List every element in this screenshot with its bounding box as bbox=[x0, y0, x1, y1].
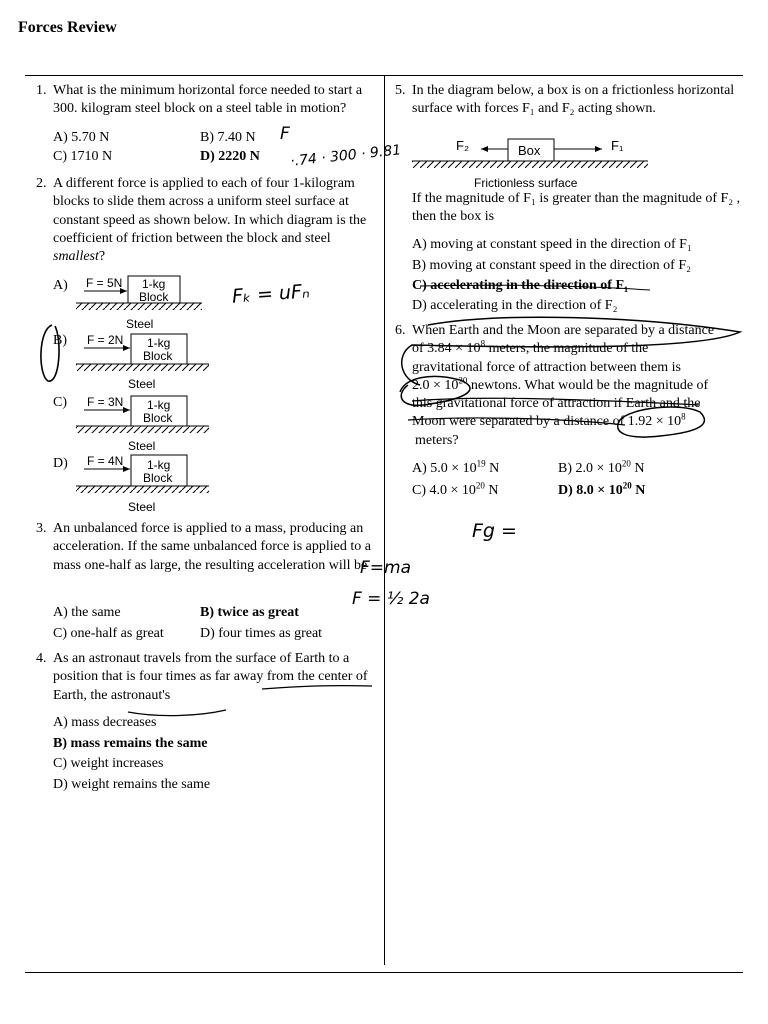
force-label: F = 2N bbox=[87, 333, 124, 347]
surface-label: Steel bbox=[126, 317, 154, 331]
question-text: When Earth and the Moon are separated by a distance of $3.84 \times 10^8$ meters, the magnitude of the gravitational force of attraction between them is $2.0 \times 10^{20}$ newtons. What would be the magnitude of this gravitational force of attraction if Earth and the Moon were separated by a distance of $1.92 \times 10^8$ meters? bbox=[412, 323, 715, 448]
diagram-letter: B) bbox=[53, 333, 67, 348]
block-label: Block bbox=[139, 290, 169, 304]
page-title: Forces Review bbox=[18, 19, 117, 36]
question-number: 6. bbox=[395, 323, 406, 338]
handwritten-note: F = ½ 2a bbox=[352, 589, 430, 609]
surface-label: Frictionless surface bbox=[474, 176, 578, 190]
q4-option-c: C) weight increases bbox=[53, 756, 164, 771]
block-label: Block bbox=[143, 471, 173, 485]
q3-option-d: D) four times as great bbox=[200, 626, 323, 641]
diagram-letter: C) bbox=[53, 395, 67, 410]
surface-label: Steel bbox=[128, 377, 156, 391]
q1-option-c: C) 1710 N bbox=[53, 149, 113, 164]
force-label: F₁ bbox=[611, 138, 624, 153]
q3-option-a: A) the same bbox=[53, 605, 121, 620]
q3-option-c: C) one-half as great bbox=[53, 626, 164, 641]
q1-option-d: D) 2220 N bbox=[200, 149, 260, 164]
force-label: F = 5N bbox=[86, 276, 123, 290]
block-label: 1-kg bbox=[142, 277, 166, 291]
q6-option-a: A) $5.0 \times 10^{19}$ N bbox=[412, 458, 500, 476]
q4-option-b: B) mass remains the same bbox=[53, 736, 208, 751]
q3-option-b: B) twice as great bbox=[200, 605, 299, 620]
handwritten-circle bbox=[41, 325, 59, 381]
block-diagram-a bbox=[76, 276, 202, 331]
question-number: 3. bbox=[36, 521, 47, 536]
block-label: 1-kg bbox=[147, 458, 171, 472]
question-4 bbox=[36, 650, 381, 705]
question-text: What is the minimum horizontal force needed to start a 300. kilogram steel block on a steel table in motion? bbox=[53, 83, 363, 117]
question-number: 1. bbox=[36, 83, 47, 98]
block-label: 1-kg bbox=[147, 398, 171, 412]
handwritten-note: F bbox=[280, 124, 290, 144]
block-label: Block bbox=[143, 411, 173, 425]
q1-option-a: A) 5.70 N bbox=[53, 130, 110, 145]
q6-option-d: D) $8.0 \times 10^{20}$ N bbox=[558, 480, 646, 498]
q4-option-d: D) weight remains the same bbox=[53, 777, 211, 792]
force-label: F = 3N bbox=[87, 395, 124, 409]
question-6 bbox=[395, 322, 750, 450]
q4-option-a: A) mass decreases bbox=[53, 715, 157, 730]
diagram-letter: A) bbox=[53, 278, 68, 293]
box-diagram bbox=[412, 138, 648, 190]
q1-option-b: B) 7.40 N bbox=[200, 130, 256, 145]
q5-option-c: C) accelerating in the direction of F₁ bbox=[412, 278, 629, 293]
question-number: 2. bbox=[36, 176, 47, 191]
box-label: Box bbox=[518, 143, 541, 158]
handwritten-note: Fₖ = uFₙ bbox=[231, 280, 311, 308]
surface-label: Steel bbox=[128, 439, 156, 453]
q6-option-c: C) $4.0 \times 10^{20}$ N bbox=[412, 480, 499, 498]
q6-option-b: B) $2.0 \times 10^{20}$ N bbox=[558, 458, 645, 476]
surface-label: Steel bbox=[128, 500, 156, 514]
question-number: 5. bbox=[395, 83, 406, 98]
question-3 bbox=[36, 520, 381, 575]
block-label: 1-kg bbox=[147, 336, 171, 350]
question-5-text-2: If the magnitude of F₁ is greater than the magnitude of F₂ , then the box is bbox=[412, 191, 741, 225]
question-5 bbox=[395, 82, 745, 119]
block-diagram-c bbox=[76, 395, 209, 453]
handwritten-note: ·.74 · 300 · 9.81 bbox=[289, 142, 402, 170]
question-text: A different force is applied to each of four 1-kilogram blocks to slide them across a uniform steel surface at constant speed as shown below. In which diagram is the coefficient of friction between the block and steel smallest? bbox=[53, 176, 367, 265]
diagram-letter: D) bbox=[53, 456, 68, 471]
block-diagram-b bbox=[76, 333, 209, 391]
question-text: In the diagram below, a box is on a frictionless horizontal surface with forces F₁ and F₂ acting shown. bbox=[412, 83, 735, 117]
question-number: 4. bbox=[36, 651, 47, 666]
q5-option-d: D) accelerating in the direction of F₂ bbox=[412, 298, 618, 313]
q5-option-a: A) moving at constant speed in the direction of F₁ bbox=[412, 237, 692, 252]
question-text: An unbalanced force is applied to a mass, producing an acceleration. If the same unbalanced force is applied to a mass one-half as large, the resulting acceleration will be bbox=[53, 521, 371, 573]
question-text: As an astronaut travels from the surface of Earth to a position that is four times as far away from the center of Earth, the astronaut's bbox=[53, 651, 368, 703]
block-diagram-d bbox=[76, 454, 209, 514]
force-label: F₂ bbox=[456, 138, 469, 153]
q5-option-b: B) moving at constant speed in the direction of F₂ bbox=[412, 258, 691, 273]
force-label: F = 4N bbox=[87, 454, 124, 468]
block-label: Block bbox=[143, 349, 173, 363]
handwritten-note: F=ma bbox=[360, 558, 411, 578]
handwritten-note: Fg = bbox=[472, 520, 517, 542]
